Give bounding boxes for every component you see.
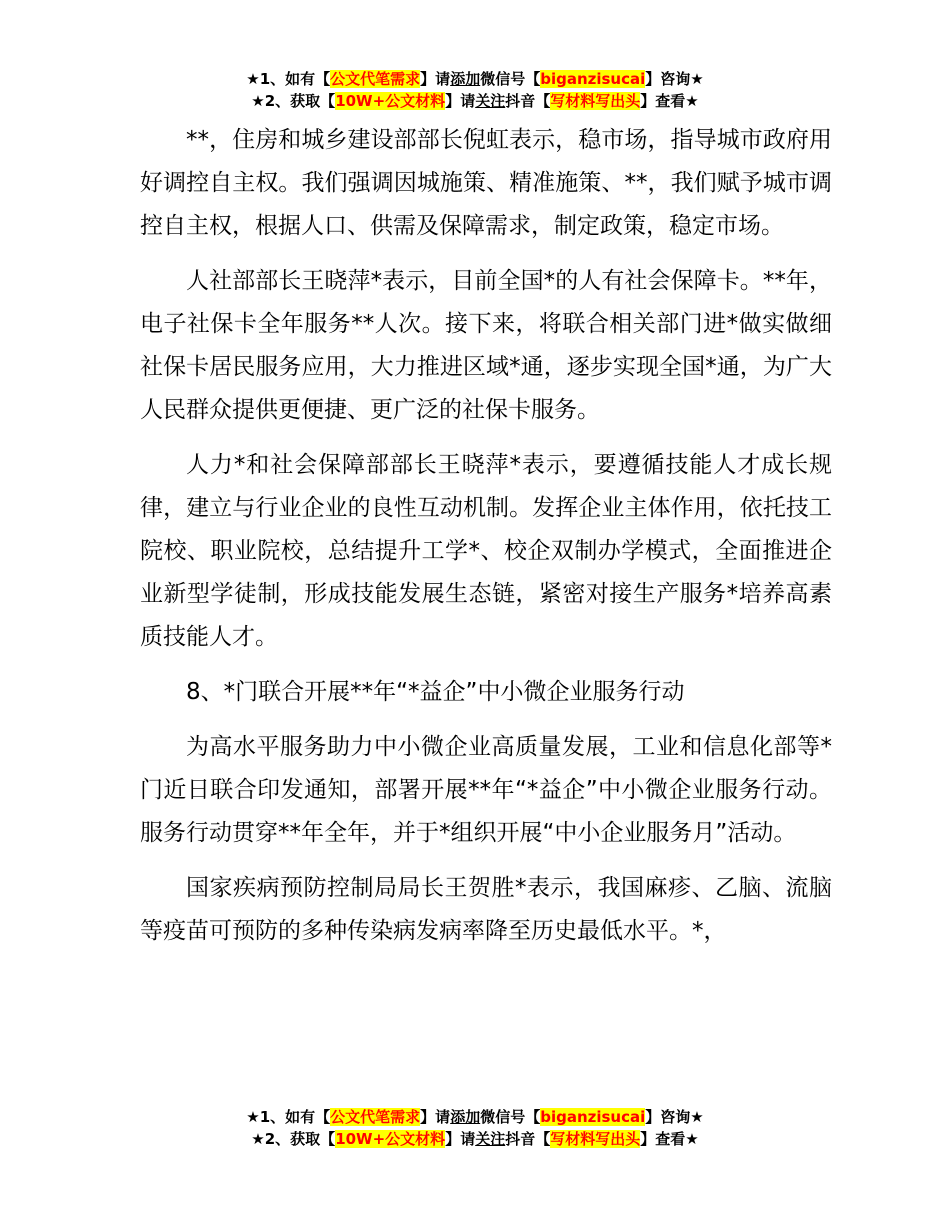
banner-text: 】查看★ [640, 92, 699, 110]
paragraph: 人力*和社会保障部部长王晓萍*表示，要遵循技能人才成长规律，建立与行业企业的良性互动机制。发挥企业主体作用，依托技工院校、职业院校，总结提升工学*、校企双制办学模式，全面推进企业新型学徒制，形成技能发展生态链，紧密对接生产服务*培养高素质技能人才。 [140, 452, 832, 650]
header-banner [0, 68, 950, 112]
banner-text: 微信号【 [480, 70, 541, 88]
paragraph: 人社部部长王晓萍*表示，目前全国*的人有社会保障卡。**年，电子社保卡全年服务**人次。接下来，将联合相关部门进*做实做细社保卡居民服务应用，大力推进区域*通，逐步实现全国*通，为广大人民群众提供更便捷、更广泛的社保卡服务。 [140, 268, 832, 423]
banner-highlight: 公文代笔需求 [330, 70, 421, 88]
banner-text: 】咨询★ [645, 1108, 704, 1126]
paragraph: 为高水平服务助力中小微企业高质量发展，工业和信息化部等*门近日联合印发通知，部署开展**年“*益企”中小微企业服务行动。服务行动贯穿**年全年，并于*组织开展“中小企业服务月”活动。 [140, 734, 832, 846]
banner-highlight: 公文代笔需求 [330, 1108, 421, 1126]
banner-text: 抖音【 [505, 1130, 551, 1148]
banner-text: ★1、如有【 [246, 70, 331, 88]
paragraph: 国家疾病预防控制局局长王贺胜*表示，我国麻疹、乙脑、流脑等疫苗可预防的多种传染病发病率降至历史最低水平。*， [140, 875, 832, 944]
banner-text: ★2、获取【 [251, 92, 336, 110]
banner-text: 】请 [445, 1130, 476, 1148]
banner-text: ★1、如有【 [246, 1108, 331, 1126]
banner-highlight: 10W+公文材料 [335, 1130, 446, 1148]
banner-underlined: 关注 [475, 1130, 506, 1148]
banner-underlined: 添加 [450, 1108, 481, 1126]
banner-text: 微信号【 [480, 1108, 541, 1126]
section-heading: 8、*门联合开展**年“*益企”中小微企业服务行动 [186, 679, 685, 705]
banner-text: 】查看★ [640, 1130, 699, 1148]
banner-highlight: 写材料写出头 [550, 1130, 641, 1148]
banner-text: ★2、获取【 [251, 1130, 336, 1148]
banner-highlight: biganzisucai [540, 70, 646, 88]
banner-highlight: biganzisucai [540, 1108, 646, 1126]
footer-banner [0, 1106, 950, 1150]
banner-text: 】请 [420, 70, 451, 88]
banner-underlined: 关注 [475, 92, 506, 110]
document-body [140, 119, 832, 965]
banner-line-1 [0, 68, 950, 90]
paragraph: **，住房和城乡建设部部长倪虹表示，稳市场，指导城市政府用好调控自主权。我们强调因城施策、精准施策、**，我们赋予城市调控自主权，根据人口、供需及保障需求，制定政策，稳定市场。 [140, 127, 832, 239]
banner-line-1 [0, 1106, 950, 1128]
banner-line-2 [0, 90, 950, 112]
banner-underlined: 添加 [450, 70, 481, 88]
banner-highlight: 10W+公文材料 [335, 92, 446, 110]
banner-highlight: 写材料写出头 [550, 92, 641, 110]
banner-text: 】咨询★ [645, 70, 704, 88]
banner-text: 】请 [420, 1108, 451, 1126]
banner-text: 抖音【 [505, 92, 551, 110]
banner-text: 】请 [445, 92, 476, 110]
banner-line-2 [0, 1128, 950, 1150]
